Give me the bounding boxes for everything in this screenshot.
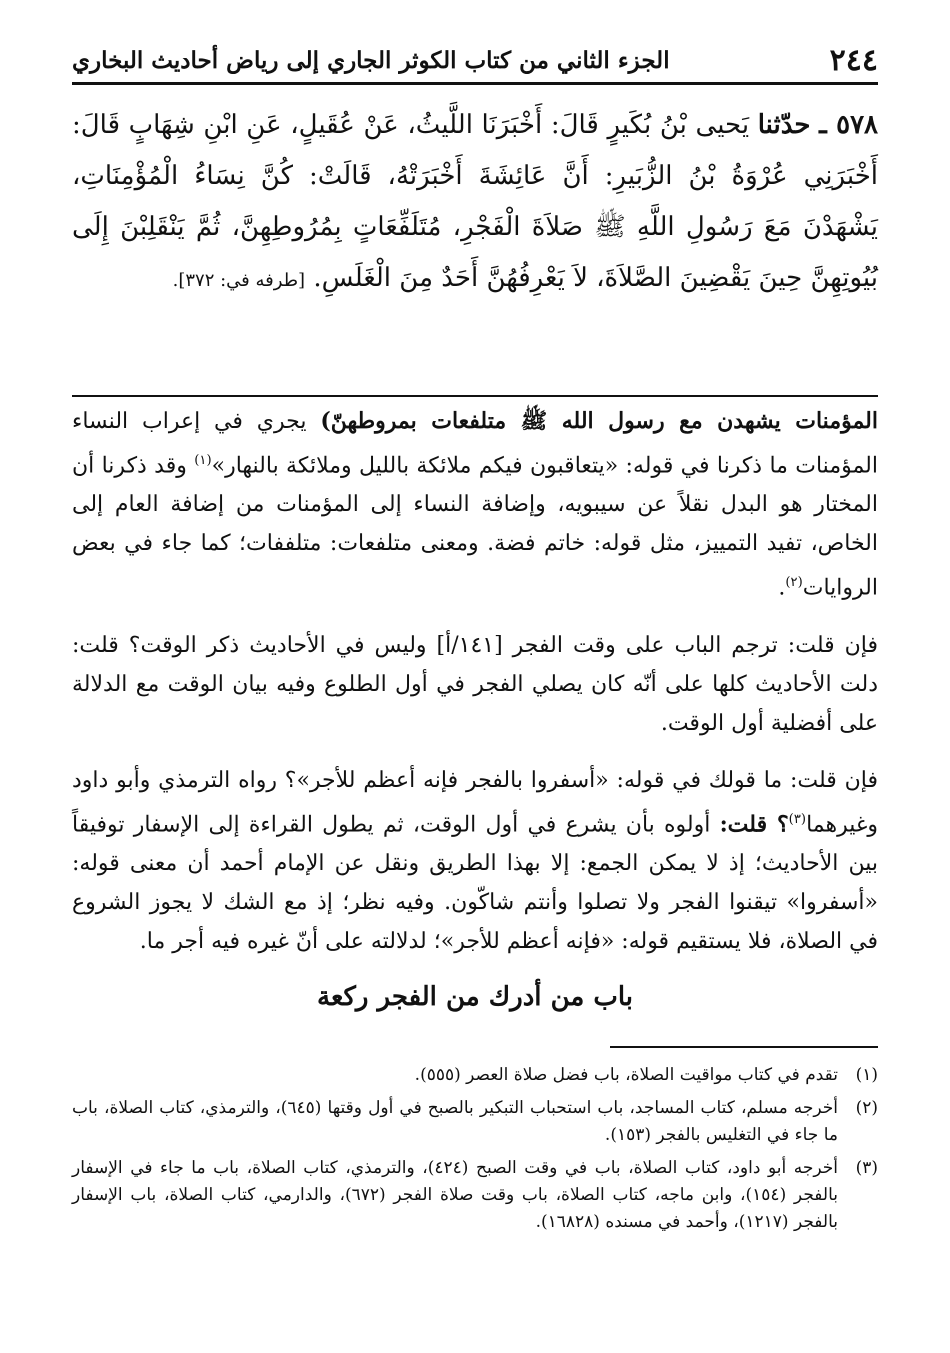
footnote — [72, 1155, 878, 1236]
commentary-paragraph-2: فإن قلت: ترجم الباب على وقت الفجر [١٤١/أ] وليس في الأحاديث ذكر الوقت؟ قلت: دلت الأحاديث كلها على أنّه كان يصلي الفجر في أول الطلوع وفيه بيان الوقت مع الدلالة على أفضلية أول الوقت. — [72, 632, 878, 736]
running-title: الجزء الثاني من كتاب الكوثر الجاري إلى رياض أحاديث البخاري — [72, 46, 670, 74]
footnote-text: أخرجه مسلم، كتاب المساجد، باب استحباب التبكير بالصبح في أول وقتها (٦٤٥)، والترمذي، كتاب الصلاة، باب ما جاء في التغليس بالفجر (١٥٣). — [72, 1098, 838, 1145]
commentary-block — [72, 402, 878, 961]
footnote-ref: (٢) — [785, 575, 803, 591]
hadith-body: يَحيى بْنُ بُكَيرٍ قَالَ: أَخْبَرَنَا اللَّيثُ، عَنْ عُقَيلٍ، عَنِ ابْنِ شِهَابٍ قَالَ: أَخْبَرَنِي عُرْوَةُ بْنُ الزُّبَيرِ: أَنَّ عَائِشَةَ أَخْبَرَتْهُ، قَالَتْ: كُنَّ نِسَاءُ الْمُؤْمِنَاتِ، يَشْهَدْنَ مَعَ رَسُولِ اللَّهِ ﷺ صَلاَةَ الْفَجْرِ، مُتَلَفِّعَاتٍ بِمُرُوطِهِنَّ، ثُمَّ يَنْقَلِبْنَ إِلَى بُيُوتِهِنَّ حِينَ يَقْضِينَ الصَّلاَةَ، لاَ يَعْرِفُهُنَّ أَحَدٌ مِنَ الْغَلَسِ. — [72, 110, 878, 293]
footnote-text: تقدم في كتاب مواقيت الصلاة، باب فضل صلاة العصر (٥٥٥). — [414, 1065, 838, 1085]
footnote-ref: (٣) — [788, 811, 807, 827]
footnote-ref: (١) — [194, 453, 212, 468]
footnote-text: أخرجه أبو داود، كتاب الصلاة، باب في وقت الصبح (٤٢٤)، والترمذي، كتاب الصلاة، باب ما جاء في الإسفار بالفجر (١٥٤)، وابن ماجه، كتاب الصلاة، باب وقت صلاة الفجر (٦٧٢)، والدارمي، كتاب الصلاة، باب الإسفار بالفجر (١٢١٧)، وأحمد في مسنده (١٦٨٢٨). — [72, 1158, 838, 1232]
footnote-marker: (٣) — [855, 1158, 878, 1178]
hadith-cross-reference: [طرفه في: ٣٧٢]. — [172, 270, 306, 291]
commentary-lemma: المؤمنات يشهدن مع رسول الله ﷺ متلفعات بمروطهنّ) — [320, 408, 879, 434]
page-number: ٢٤٤ — [829, 42, 878, 78]
commentary-text: وقد ذكرنا أن المختار هو البدل نقلاً عن سيبويه، وإضافة النساء إلى المؤمنات من إضافة العام إلى الخاص، تفيد التمييز، مثل قوله: خاتم فضة. ومعنى متلفعات: متلففات؛ كما جاء في بعض الروايات — [72, 453, 878, 601]
commentary-paragraph-3 — [72, 761, 878, 961]
footnote-marker: (٢) — [855, 1098, 878, 1118]
hadith-text-block — [72, 100, 878, 306]
footnote — [72, 1095, 878, 1149]
hadith-lead-word: حدّثنا — [757, 110, 811, 140]
commentary-answer-label: ؟ قلت: — [719, 810, 789, 837]
footnote — [72, 1062, 878, 1089]
running-header — [72, 38, 878, 85]
commentary-text: . — [778, 575, 786, 601]
footnote-marker: (١) — [855, 1065, 878, 1085]
chapter-heading: باب من أدرك من الفجر ركعة — [317, 982, 633, 1012]
commentary-text: يجري في إعراب النساء المؤمنات ما ذكرنا في قوله: «يتعاقبون فيكم ملائكة بالليل وملائكة بالنهار» — [72, 409, 878, 479]
footnotes — [72, 1062, 878, 1242]
commentary-text: فإن قلت: ما قولك في قوله: «أسفروا بالفجر فإنه أعظم للأجر»؟ رواه الترمذي وأبو داود وغيرهما — [72, 767, 878, 837]
hadith-number: ٥٧٨ ـ — [819, 110, 879, 140]
commentary-text: أولوه بأن يشرع في أول الوقت، ثم يطول القراءة إلى الإسفار توفيقاً بين الأحاديث؛ إذ لا يمكن الجمع: إلا بهذا الطريق ونقل عن الإمام أحمد أن معنى قوله: «أسفروا» تيقنوا الفجر ولا تصلوا وأنتم شاكّون. وفيه نظر؛ إذ مع الشك لا يجوز الشروع في الصلاة، فلا يستقيم قوله: «فإنه أعظم للأجر»؛ لدلالته على أنّ غيره فيه أجر ما. — [72, 811, 878, 954]
commentary-paragraph-1 — [72, 402, 878, 608]
section-divider — [72, 395, 878, 397]
footnote-divider — [610, 1046, 878, 1048]
